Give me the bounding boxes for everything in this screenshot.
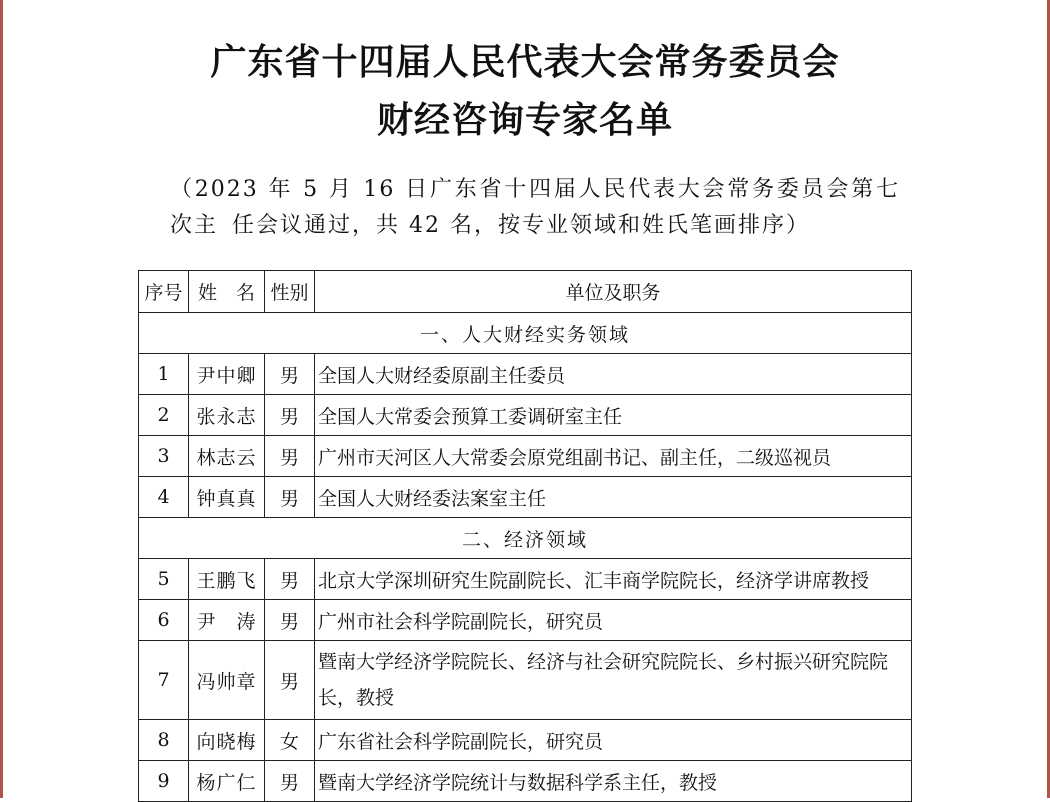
table-row <box>139 641 912 720</box>
row-number: 3 <box>139 436 189 477</box>
table-row <box>139 477 912 518</box>
row-gender: 男 <box>265 641 315 720</box>
row-number: 5 <box>139 559 189 600</box>
row-name: 林志云 <box>189 436 265 477</box>
row-name: 杨广仁 <box>189 761 265 802</box>
row-name: 王鹏飞 <box>189 559 265 600</box>
header-name: 姓 名 <box>189 271 265 313</box>
row-name: 张永志 <box>189 395 265 436</box>
section-row <box>139 313 912 354</box>
table-row <box>139 600 912 641</box>
table-row <box>139 720 912 761</box>
row-number: 7 <box>139 641 189 720</box>
row-position: 暨南大学经济学院院长、经济与社会研究院院长、乡村振兴研究院院长，教授 <box>315 641 912 720</box>
row-position: 全国人大财经委原副主任委员 <box>315 354 912 395</box>
table-header-row <box>139 271 912 313</box>
row-position: 全国人大常委会预算工委调研室主任 <box>315 395 912 436</box>
row-position: 广州市天河区人大常委会原党组副书记、副主任，二级巡视员 <box>315 436 912 477</box>
table-row <box>139 354 912 395</box>
subtitle-line-1: （2023 年 5 月 16 日广东省十四届人民代表大会常务委员会第七次主 <box>170 177 900 238</box>
row-position: 全国人大财经委法案室主任 <box>315 477 912 518</box>
table-row <box>139 761 912 802</box>
subtitle-line-2: 任会议通过，共 42 名，按专业领域和姓氏笔画排序） <box>232 213 810 238</box>
section-title: 二、经济领域 <box>139 518 912 559</box>
table-row <box>139 559 912 600</box>
section-row <box>139 518 912 559</box>
row-gender: 女 <box>265 720 315 761</box>
table-row <box>139 436 912 477</box>
row-number: 8 <box>139 720 189 761</box>
row-name: 尹中卿 <box>189 354 265 395</box>
row-gender: 男 <box>265 395 315 436</box>
row-gender: 男 <box>265 559 315 600</box>
row-position: 广东省社会科学院副院长，研究员 <box>315 720 912 761</box>
row-gender: 男 <box>265 477 315 518</box>
document-title-line-1: 广东省十四届人民代表大会常务委员会 <box>210 42 840 83</box>
row-gender: 男 <box>265 761 315 802</box>
row-gender: 男 <box>265 436 315 477</box>
row-name: 尹 涛 <box>189 600 265 641</box>
header-index: 序号 <box>139 271 189 313</box>
row-name: 钟真真 <box>189 477 265 518</box>
header-gender: 性别 <box>265 271 315 313</box>
section-title: 一、人大财经实务领域 <box>139 313 912 354</box>
row-gender: 男 <box>265 354 315 395</box>
row-position: 北京大学深圳研究生院副院长、汇丰商学院院长，经济学讲席教授 <box>315 559 912 600</box>
row-position: 广州市社会科学院副院长，研究员 <box>315 600 912 641</box>
expert-list-table <box>138 270 912 802</box>
row-name: 向晓梅 <box>189 720 265 761</box>
row-number: 9 <box>139 761 189 802</box>
row-number: 4 <box>139 477 189 518</box>
row-name: 冯帅章 <box>189 641 265 720</box>
row-position: 暨南大学经济学院统计与数据科学系主任，教授 <box>315 761 912 802</box>
row-number: 2 <box>139 395 189 436</box>
row-gender: 男 <box>265 600 315 641</box>
row-number: 1 <box>139 354 189 395</box>
table-row <box>139 395 912 436</box>
document-title-line-2: 财经咨询专家名单 <box>376 100 673 141</box>
header-position: 单位及职务 <box>315 271 912 313</box>
row-number: 6 <box>139 600 189 641</box>
